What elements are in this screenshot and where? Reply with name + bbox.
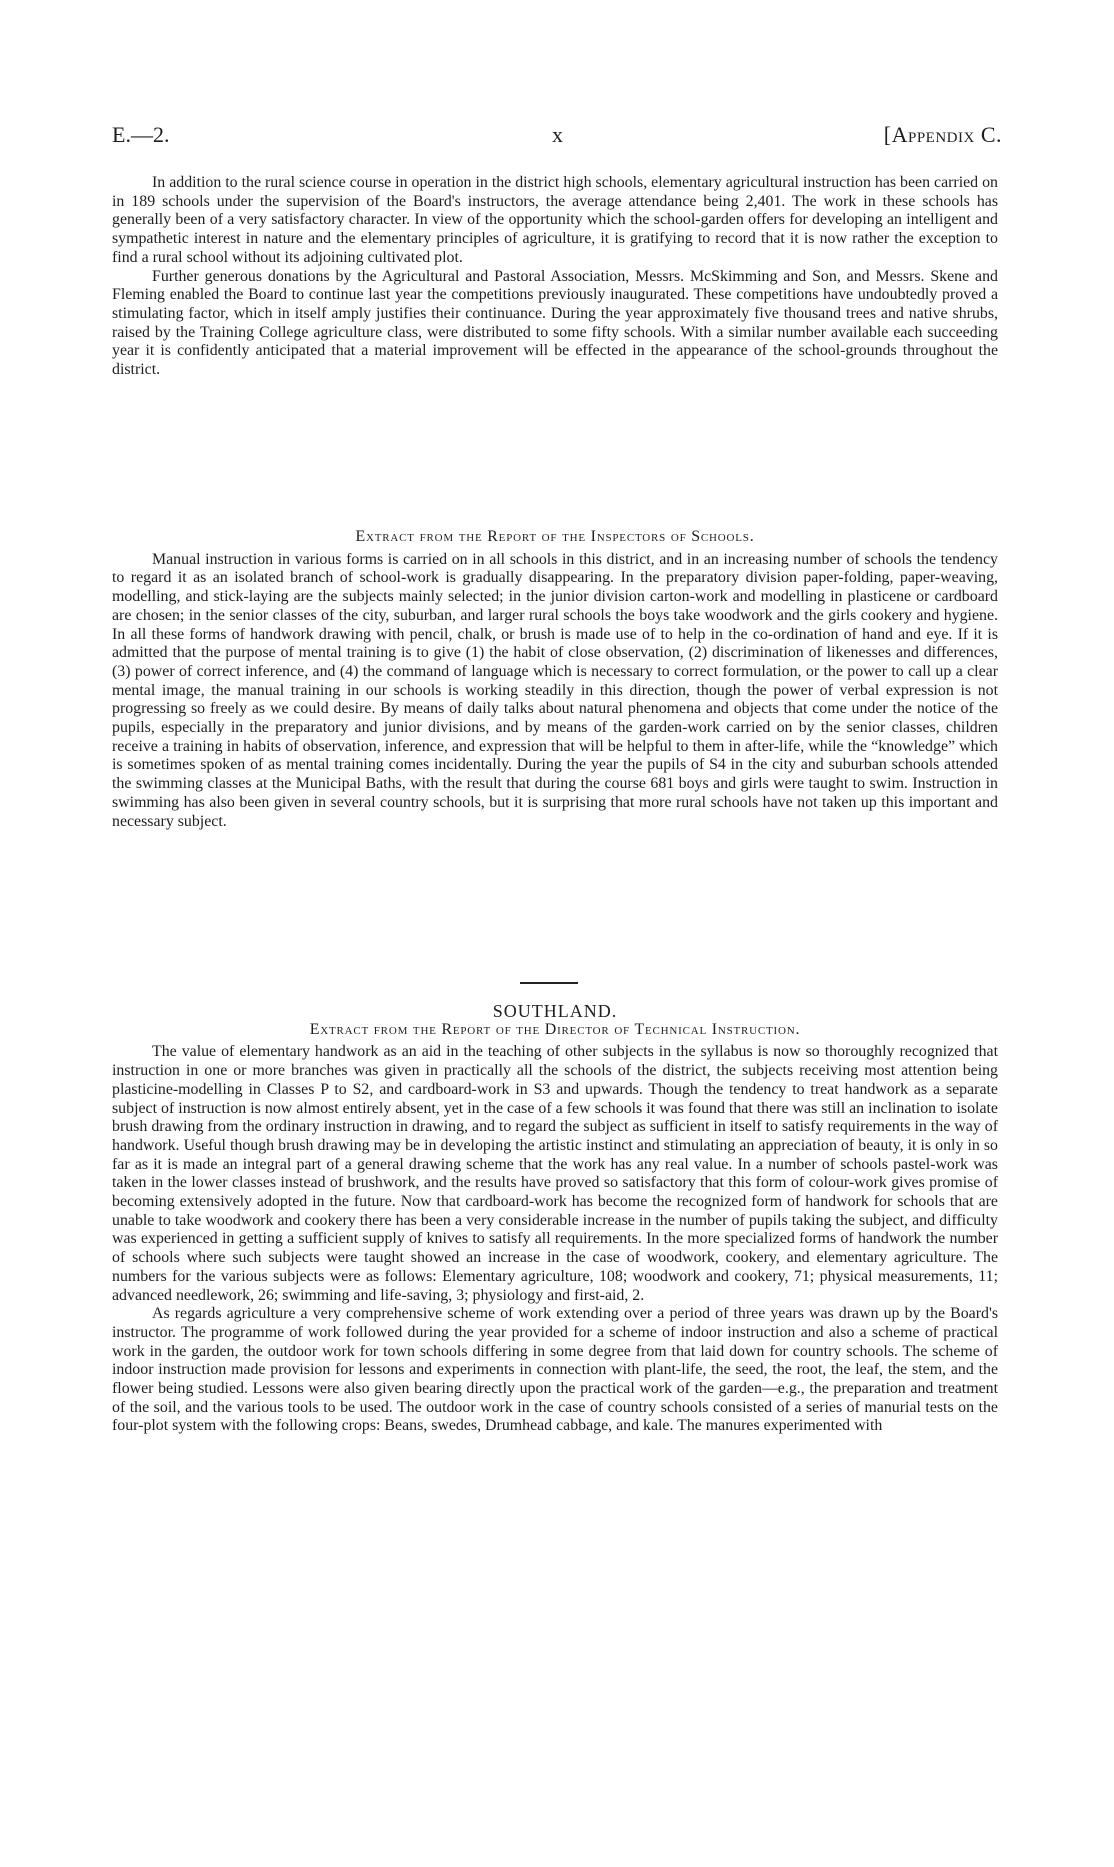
page-header [112,122,1002,152]
southland-title: SOUTHLAND. [492,1001,618,1021]
paragraph-manual-instruction: Manual instruction in various forms is carried on in all schools in this district, and in an increasing number of schools the tendency to regard it as an isolated branch of school-work is gradually disappearing. In the preparatory division paper-folding, paper-weaving, modelling, and stick-laying are the subjects mainly selected; in the junior division carton-work and modelling in plasticene or cardboard are chosen; in the senior classes of the city, suburban, and larger rural schools the boys take woodwork and the girls cookery and hygiene. In all these forms of handwork drawing with pencil, chalk, or brush is made use of to help in the co-ordination of hand and eye. If it is admitted that the purpose of mental training is to give (1) the habit of close observation, (2) discrimination of likenesses and differences, (3) power of correct inference, and (4) the command of language which is necessary to correct formulation, or the power to call up a clear mental image, the manual training in our schools is working steadily in this direction, though the power of verbal expression is not progressing so freely as we could desire. By means of daily talks about natural phenomena and objects that come under the notice of the pupils, especially in the preparatory and junior divisions, and by means of the garden-work carried on by the senior classes, children receive a training in habits of observation, inference, and expression that will be helpful to them in after-life, while the “knowledge” which is sometimes spoken of as mental training comes incidentally. During the year the pupils of S4 in the city and suburban schools attended the swimming classes at the Municipal Baths, with the result that during the course 681 boys and girls were taught to swim. Instruction in swimming has also been given in several country schools, but it is surprising that more rural schools have not taken up this important and necessary subject. [112,550,998,830]
paragraph-agricultural-instruction: In addition to the rural science course in operation in the district high schools, elementary agricultural instruction has been carried on in 189 schools under the supervision of the Board's instructors, the average attendance being 2,401. The work in these schools has generally been of a very satisfactory character. In view of the opportunity which the school-garden offers for developing an intelligent and sympathetic interest in nature and the elementary principles of agriculture, it is gratifying to record that it is now rather the exception to find a rural school without its adjoining cultivated plot. [112,174,998,266]
southland-heading: Extract from the Report of the Director of Technical Instruction. [309,1020,801,1038]
header-reference: E.—2. [112,122,170,147]
southland-section [112,1002,998,1436]
section-divider [520,982,578,984]
intro-section [112,174,998,380]
inspectors-heading: Extract from the Report of the Inspectors of Schools. [355,528,755,545]
header-page-number: x [552,122,563,147]
paragraph-agriculture-scheme: As regards agriculture a very comprehensive scheme of work extending over a period of three years was drawn up by the Board's instructor. The programme of work followed during the year provided for a scheme of indoor instruction and also a scheme of practical work in the garden, the outdoor work for town schools differing in some degree from that laid down for country schools. The scheme of indoor instruction made provision for lessons and experiments in connection with plant-life, the seed, the root, the leaf, the stem, and the flower being studied. Lessons were also given bearing directly upon the practical work of the garden—e.g., the preparation and treatment of the soil, and the various tools to be used. The outdoor work in the case of country schools consisted of a series of manurial tests on the four-plot system with the following crops: Beans, swedes, Drumhead cabbage, and kale. The manures experimented with [112,1305,998,1435]
paragraph-elementary-handwork: The value of elementary handwork as an aid in the teaching of other subjects in the syllabus is now so thoroughly recognized that instruction in one or more branches was given in practically all the schools of the district, the subjects receiving most attention being plasticine-modelling in Classes P to S2, and cardboard-work in S3 and upwards. Though the tendency to treat handwork as a separate subject of instruction is now almost entirely absent, yet in the case of a few schools it was found that there was still an inclination to isolate brush drawing from the ordinary instruction in drawing, and to regard the subject as sufficient in itself to satisfy requirements in the way of handwork. Useful though brush drawing may be in developing the artistic instinct and stimulating an appreciation of beauty, it is only in so far as it is made an integral part of a general drawing scheme that the work has any real value. In a number of schools pastel-work was taken in the lower classes instead of brushwork, and the results have proved so satisfactory that this form of colour-work gives promise of becoming extensively adopted in the future. Now that cardboard-work has become the recognized form of handwork for schools that are unable to take woodwork and cookery there has been a very considerable increase in the number of pupils taking the subject, and difficulty was experienced in getting a sufficient supply of knives to satisfy all requirements. In the more specialized forms of handwork the number of schools where such subjects were taught showed an increase in the case of woodwork, cookery, and elementary agriculture. The numbers for the various subjects were as follows: Elementary agriculture, 108; woodwork and cookery, 71; physical measurements, 11; advanced needlework, 26; swimming and life-saving, 3; physiology and first-aid, 2. [112,1043,998,1304]
header-appendix: [Appendix C. [883,122,1002,147]
paragraph-donations: Further generous donations by the Agricultural and Pastoral Association, Messrs. McSkimming and Son, and Messrs. Skene and Fleming enabled the Board to continue last year the competitions previously inaugurated. These competitions have undoubtedly proved a stimulating factor, which in itself amply justifies their continuance. During the year approximately five thousand trees and native shrubs, raised by the Training College agriculture class, were distributed to some fifty schools. With a similar number available each succeeding year it is confidently anticipated that a material improvement will be effected in the appearance of the school-grounds throughout the district. [112,267,998,379]
inspectors-section [112,528,998,831]
